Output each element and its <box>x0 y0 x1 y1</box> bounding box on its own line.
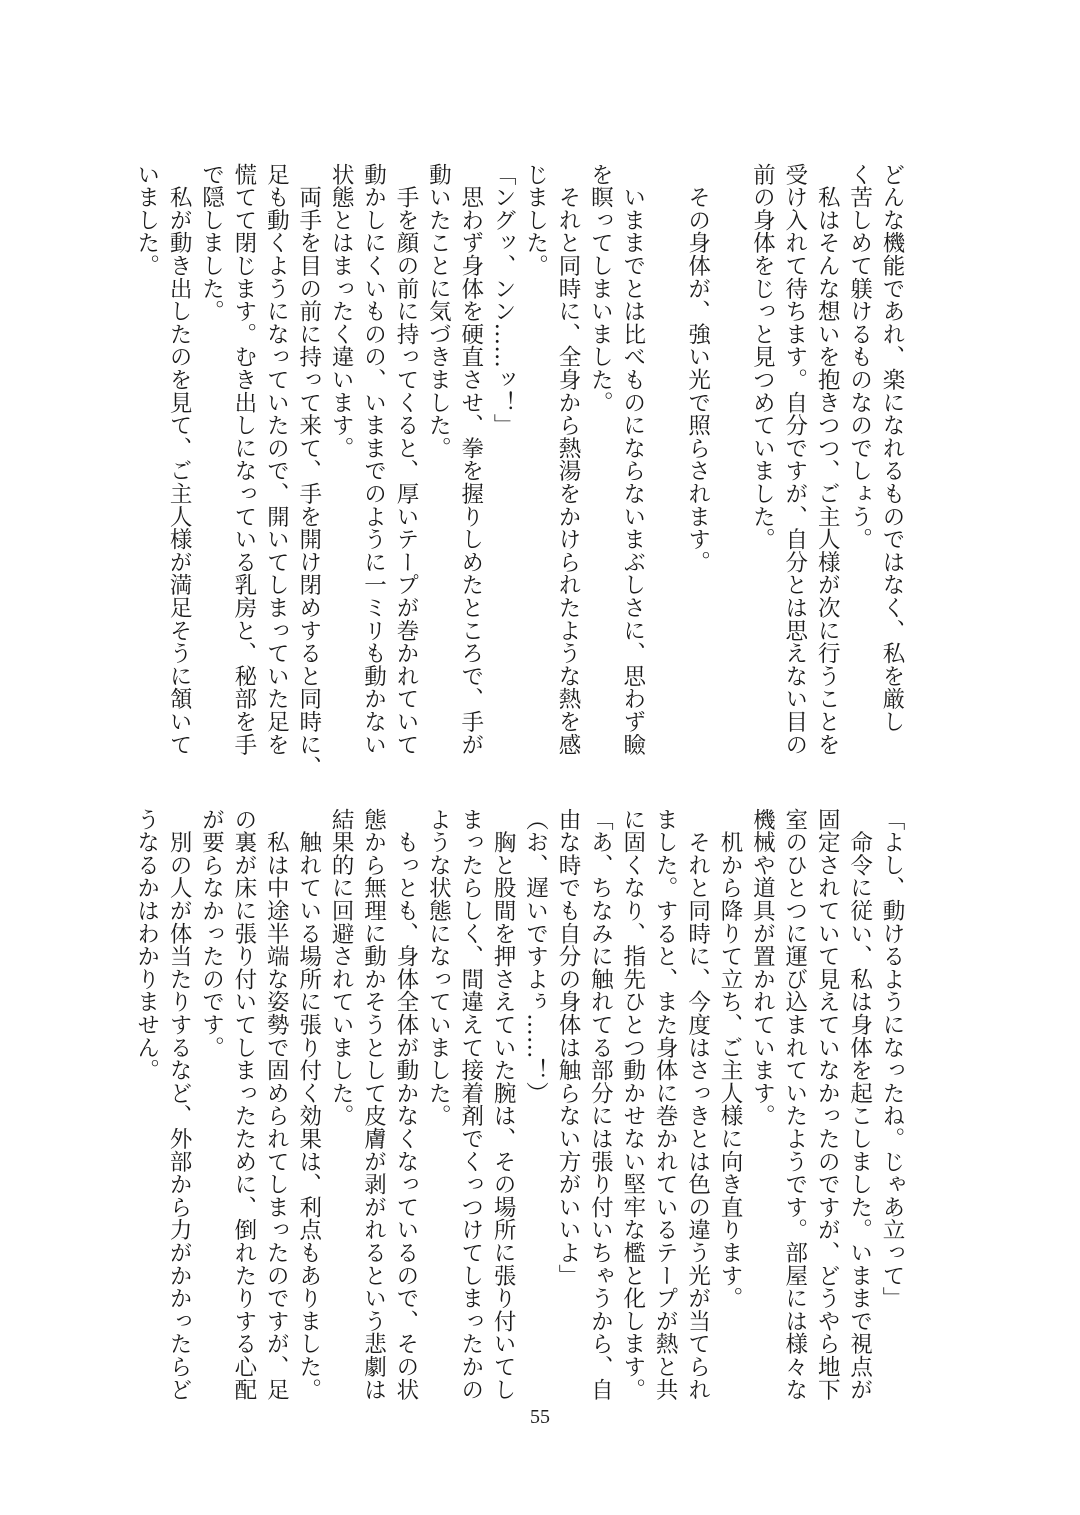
text-column: いままでとは比べものにならないまぶしさに、思わず瞼 <box>619 163 646 756</box>
text-column: ような状態になっていました。 <box>425 808 452 1128</box>
text-column: 命令に従い、私は身体を起こしました。いままで視点が <box>846 808 873 1401</box>
text-column: その身体が、強い光で照らされます。 <box>684 163 711 574</box>
text-column: 状態とはまったく違います。 <box>328 163 355 460</box>
text-column: 手を顔の前に持ってくると、厚いテープが巻かれていて <box>392 163 419 756</box>
text-column: が要らなかったのです。 <box>198 808 225 1059</box>
text-column: 「よし、動けるようになったね。じゃあ立って」 <box>879 808 905 1310</box>
text-column: うなるかはわかりません。 <box>133 808 160 1082</box>
text-column: 動かしにくいものの、いままでのように一ミリも動かない <box>360 163 387 756</box>
text-column: どんな機能であれ、楽になれるものではなく、私を厳し <box>879 163 905 733</box>
text-column: ました。すると、また身体に巻かれているテープが熱と共 <box>652 808 679 1401</box>
text-column: 思わず身体を硬直させ、拳を握りしめたところで、手が <box>457 163 484 756</box>
top-text-block <box>128 163 908 779</box>
text-column: 胸と股間を押さえていた腕は、その場所に張り付いてし <box>490 808 517 1401</box>
text-column: 「あ、ちなみに触れてる部分には張り付いちゃうから、自 <box>587 808 614 1401</box>
text-column: 私は中途半端な姿勢で固められてしまったのですが、足 <box>263 808 290 1401</box>
text-column: 両手を目の前に持って来て、手を開け閉めすると同時に、 <box>295 163 322 779</box>
text-column: もっとも、身体全体が動かなくなっているので、その状 <box>392 808 419 1401</box>
text-column: まったらしく、間違えて接着剤でくっつけてしまったかの <box>457 808 484 1401</box>
text-column: 動いたことに気づきました。 <box>425 163 452 460</box>
text-column: 触れている場所に張り付く効果は、利点もありました。 <box>295 808 322 1401</box>
text-column: 固定されていて見えていなかったのですが、どうやら地下 <box>814 808 841 1401</box>
text-column: の裏が床に張り付いてしまったために、倒れたりする心配 <box>230 808 257 1401</box>
text-column: 機械や道具が置かれています。 <box>749 808 776 1128</box>
text-column: に固くなり、指先ひとつ動かせない堅牢な檻と化します。 <box>619 808 646 1401</box>
text-column: 私はそんな想いを抱きつつ、ご主人様が次に行うことを <box>814 163 841 756</box>
text-column: 足も動くようになっていたので、開いてしまっていた足を <box>263 163 290 756</box>
text-column: 結果的に回避されていました。 <box>328 808 355 1128</box>
text-column: 机から降りて立ち、ご主人様に向き直ります。 <box>716 808 743 1310</box>
text-column: く苦しめて躾けるものなのでしょう。 <box>846 163 873 551</box>
text-column: 「ングッ、ンン……ッ！」 <box>490 163 517 437</box>
text-column <box>649 163 681 753</box>
text-column: それと同時に、今度はさっきとは色の違う光が当てられ <box>684 808 711 1401</box>
text-column: いました。 <box>133 163 160 277</box>
text-column: 別の人が体当たりするなど、外部から力がかかったらど <box>166 808 193 1401</box>
text-column: を瞑ってしまいました。 <box>587 163 614 414</box>
text-column: 由な時でも自分の身体は触らない方がいいよ」 <box>554 808 581 1287</box>
text-column: 室のひとつに運び込まれていたようです。部屋には様々な <box>781 808 808 1401</box>
text-column: で隠しました。 <box>198 163 225 323</box>
text-column: 態から無理に動かそうとして皮膚が剥がれるという悲劇は <box>360 808 387 1401</box>
page-number: 55 <box>530 1406 550 1428</box>
text-column: （お、遅いですよぅ……！） <box>522 808 549 1105</box>
text-column: 慌てて閉じます。むき出しになっている乳房と、秘部を手 <box>230 163 257 756</box>
text-column: それと同時に、全身から熱湯をかけられたような熱を感 <box>554 163 581 756</box>
text-column: 前の身体をじっと見つめていました。 <box>749 163 776 551</box>
bottom-text-block <box>128 808 908 1401</box>
text-column: じました。 <box>522 163 549 277</box>
text-column: 受け入れて待ちます。自分ですが、自分とは思えない目の <box>781 163 808 756</box>
text-column <box>714 163 746 753</box>
text-column: 私が動き出したのを見て、ご主人様が満足そうに頷いて <box>166 163 193 756</box>
